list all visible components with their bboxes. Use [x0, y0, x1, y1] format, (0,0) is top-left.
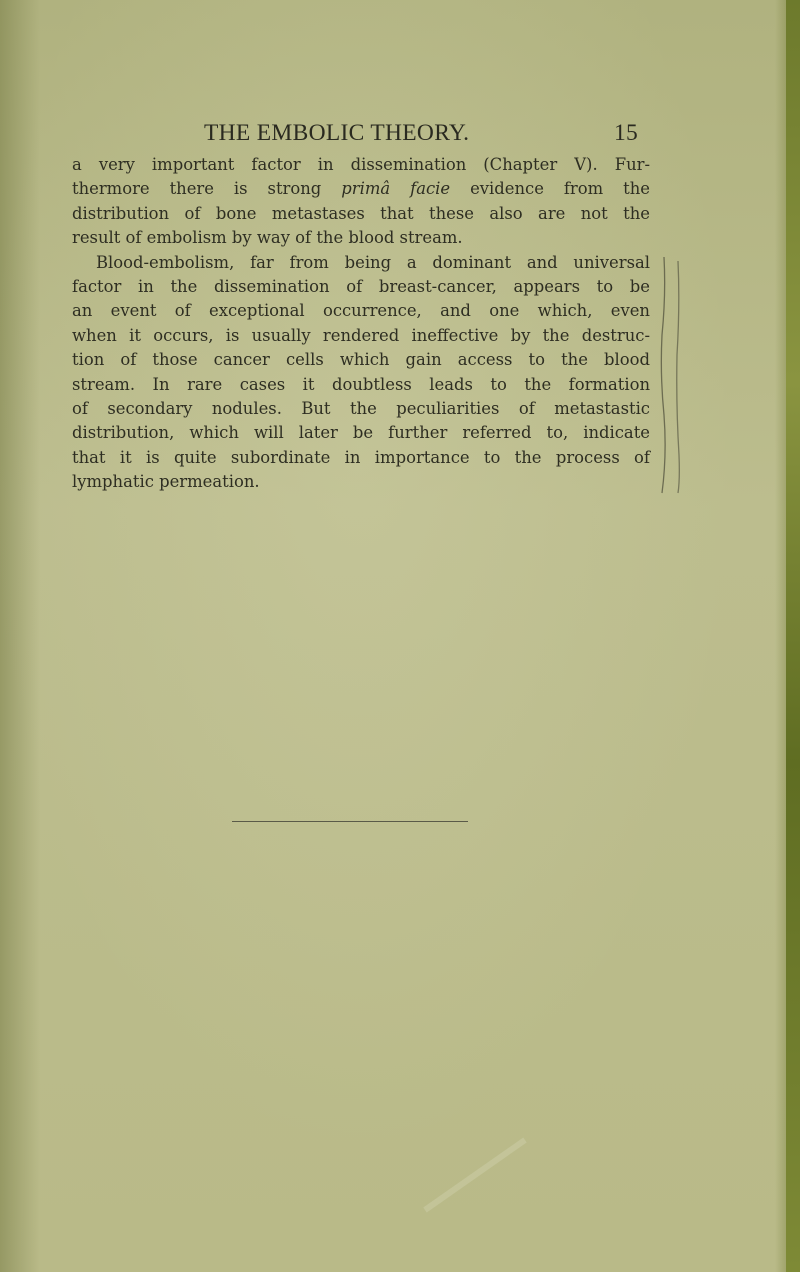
text-line: lymphatic permeation. — [72, 472, 260, 492]
text-fragment: evidence from the — [470, 179, 650, 199]
running-title: THE EMBOLIC THEORY. — [204, 120, 470, 146]
margin-pencil-marks — [658, 255, 688, 495]
text-line: an event of exceptional occurrence, and one which, even — [72, 301, 650, 321]
text-line: distribution of bone metastases that these also are not the — [72, 203, 650, 223]
text-line: stream. In rare cases it doubtless leads to the formation — [72, 374, 650, 394]
running-head — [0, 120, 800, 150]
text-line: factor in the dissemination of breast-cancer, appears to be — [72, 276, 650, 296]
text-line: Blood-embolism, far from being a dominant and universal — [96, 252, 650, 272]
italic-phrase: primâ facie — [341, 179, 451, 199]
text-line: that it is quite subordinate in importance to the process of — [72, 447, 650, 467]
text-line: tion of those cancer cells which gain access to the blood — [72, 350, 650, 370]
text-line: result of embolism by way of the blood stream. — [72, 228, 463, 248]
text-line: a very important factor in dissemination (Chapter V). Fur- — [72, 155, 650, 174]
text-line: when it occurs, is usually rendered ineffective by the destruc- — [72, 325, 650, 345]
page-number: 15 — [614, 120, 639, 146]
text-line — [72, 177, 650, 201]
text-fragment: thermore there is strong — [72, 179, 322, 199]
page-edge — [786, 0, 800, 1272]
body-text — [72, 153, 650, 494]
horizontal-rule — [232, 821, 468, 822]
text-line: distribution, which will later be further referred to, indicate — [72, 423, 650, 443]
text-line: of secondary nodules. But the peculiarities of metastastic — [72, 398, 650, 418]
paper-smudge — [420, 1135, 530, 1215]
